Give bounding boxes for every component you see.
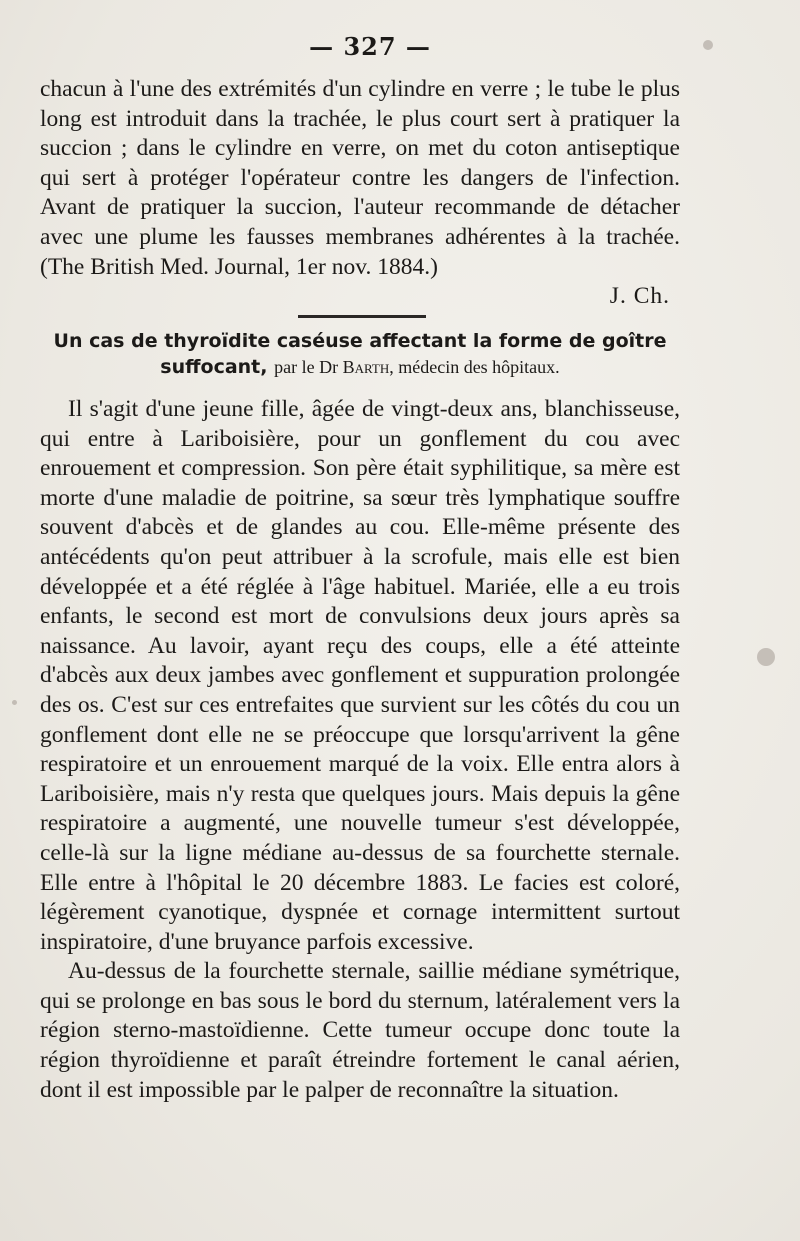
article-heading [40,328,680,380]
paper-speck [703,40,713,50]
top-paragraph-block [40,75,680,312]
paper-speck [12,700,17,705]
byline-author: Barth, [342,357,394,377]
signature: J. Ch. [609,283,670,310]
body-paragraph-1: Il s'agit d'une jeune fille, âgée de vingt-deux ans, blanchisseuse, qui entre à Lariboisière, pour un gonflement du cou avec enrouement et compression. Son père était syphilitique, sa mère est morte d'une maladie de poitrine, sa sœur très lymphatique souffre souvent d'abcès et de glandes au cou. Elle-même présente des antécédents qu'on peut attribuer à la scrofule, mais elle est bien développée et a été réglée à l'âge habituel. Mariée, elle a eu trois enfants, le second est mort de convulsions deux jours après sa naissance. Au lavoir, ayant reçu des coups, elle a été atteinte d'abcès aux deux jambes avec gonflement et suppuration prolongée des os. C'est sur ces entrefaites que survient sur les côtés du cou un gonflement dont elle ne se préoccupe que lorsqu'arrivent la gêne respiratoire et un enrouement marqué de la voix. Elle entra alors à Lariboisière, mais n'y resta que quelques jours. Mais depuis la gêne respiratoire a augmenté, une nouvelle tumeur s'est développée, celle-là sur la ligne médiane au-dessus de sa fourchette sternale. Elle entre à l'hôpital le 20 décembre 1883. Le facies est coloré, légèrement cyanotique, dyspnée et cornage intermittent surtout inspiratoire, d'une bruyance parfois excessive. [40,396,680,955]
byline-suffix: médecin des hôpitaux. [398,357,560,377]
section-divider [298,315,426,318]
article-byline [274,357,560,377]
signature-line [40,282,680,312]
article-body [40,395,680,1105]
paper-speck [757,648,775,666]
top-paragraph: chacun à l'une des extrémités d'un cylindre en verre ; le tube le plus long est introduit dans la trachée, le plus court sert à pratiquer la succion ; dans le cylindre en verre, on met du coton antiseptique qui sert à protéger l'opérateur contre les dangers de l'infection. Avant de pratiquer la succion, l'auteur recommande de détacher avec une plume les fausses membranes adhérentes à la trachée. (The British Med. Journal, 1er nov. 1884.) [40,76,680,280]
byline-prefix: par le Dr [274,357,339,377]
article-title: Un cas de thyroïdite caséuse affectant la forme de goître suffocant, [53,330,667,378]
body-paragraph-2: Au-dessus de la fourchette sternale, saillie médiane symétrique, qui se prolonge en bas sous le bord du sternum, latéralement vers la région sterno-mastoïdienne. Cette tumeur occupe donc toute la région thyroïdienne et paraît étreindre fortement le canal aérien, dont il est impossible par le palper de reconnaître la situation. [40,958,680,1103]
page-number: — 327 — [309,32,431,61]
